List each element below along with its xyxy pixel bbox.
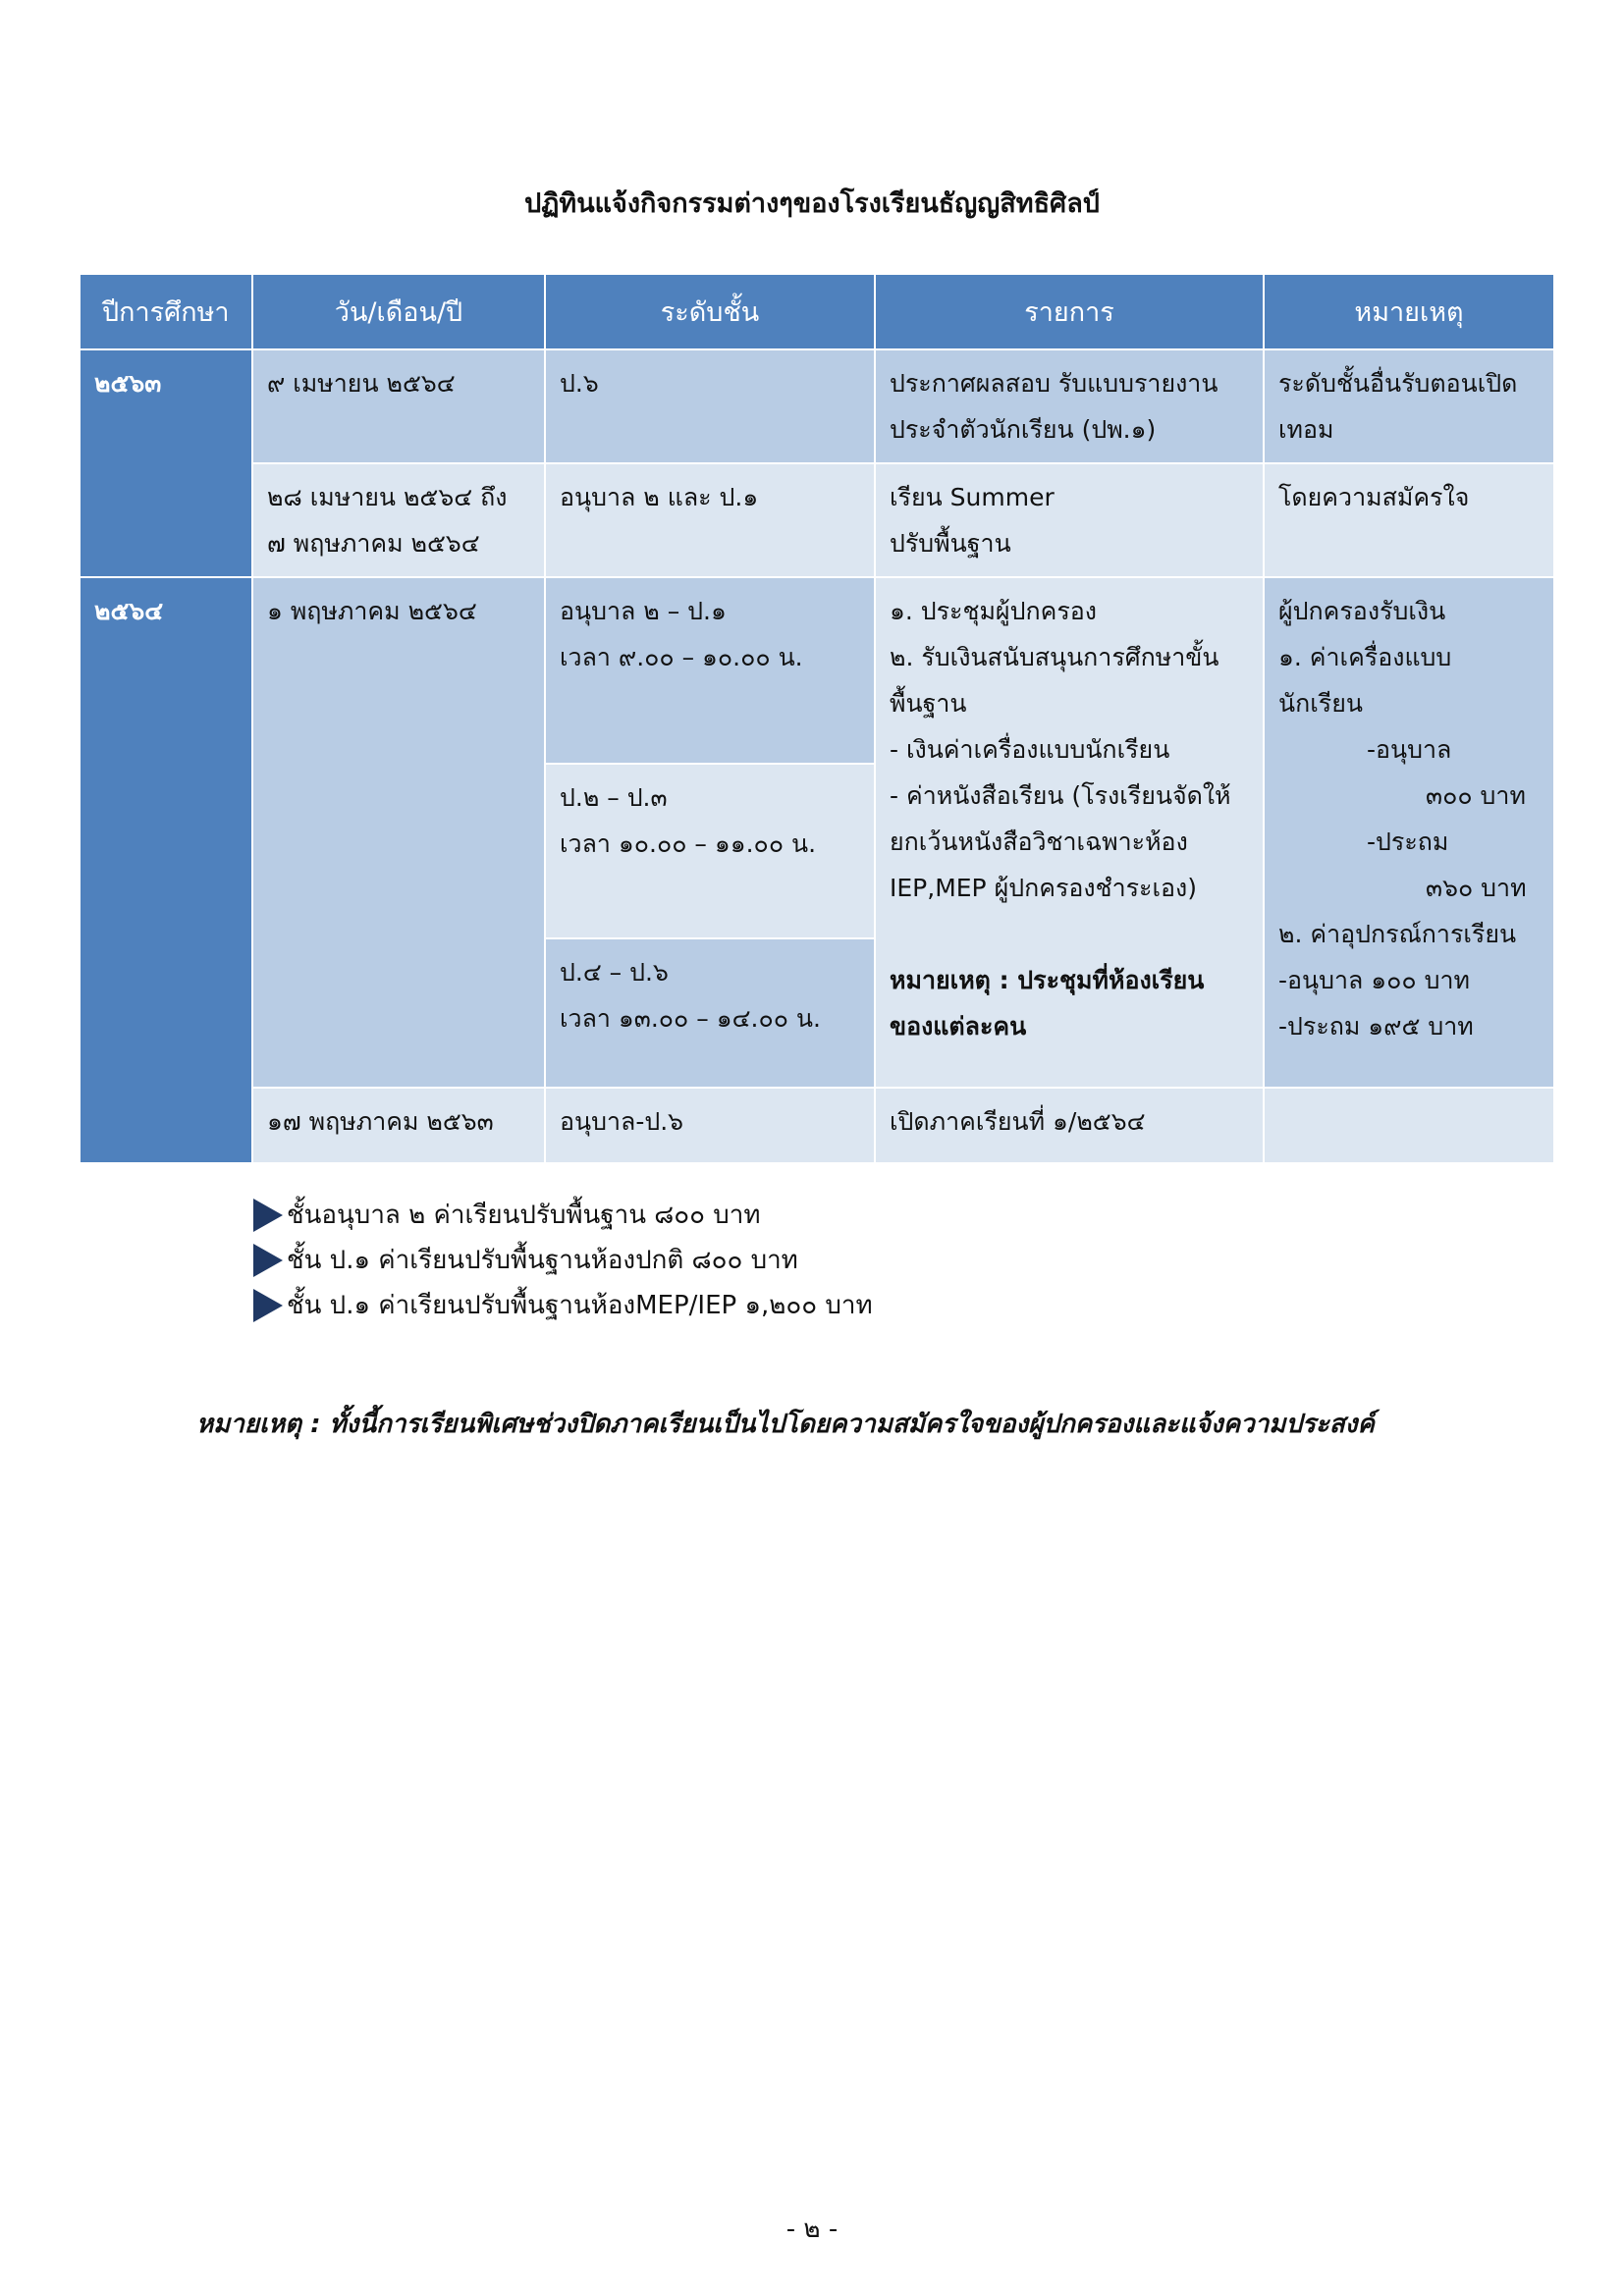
table-header-row (80, 274, 1554, 349)
level-cell: ป.๖ (545, 349, 875, 463)
item-line: IEP,MEP ผู้ปกครองชำระเอง) (890, 874, 1197, 902)
page-title: ปฏิทินแจ้งกิจกรรมต่างๆของโรงเรียนธัญญสิทธิศิลป์ (524, 188, 1100, 219)
table-row (80, 1088, 1554, 1163)
activity-calendar-table (79, 273, 1555, 1164)
note-line: ๒. ค่าอุปกรณ์การเรียน (1278, 920, 1517, 948)
header-date: วัน/เดือน/ปี (252, 274, 545, 349)
triangle-bullet-icon (253, 1244, 283, 1277)
level-cell: อนุบาล ๒ และ ป.๑ (545, 463, 875, 577)
year-cell-2564: ๒๕๖๔ (80, 577, 252, 1163)
level-cell: อนุบาล-ป.๖ (545, 1088, 875, 1163)
note-line: -ประถม (1367, 828, 1449, 856)
time-line: เวลา ๑๓.๐๐ – ๑๔.๐๐ น. (560, 1004, 821, 1033)
level-cell (545, 577, 875, 764)
time-line: เวลา ๙.๐๐ – ๑๐.๐๐ น. (560, 643, 803, 671)
level-line: อนุบาล ๒ – ป.๑ (560, 597, 727, 625)
time-line: เวลา ๑๐.๐๐ – ๑๑.๐๐ น. (560, 829, 817, 858)
table-row (80, 349, 1554, 463)
note-line: ๑. ค่าเครื่องแบบ (1278, 643, 1452, 671)
item-note-line: ของแต่ละคน (890, 1012, 1027, 1041)
date-cell: ๙ เมษายน ๒๕๖๔ (252, 349, 545, 463)
fee-note-item (253, 1238, 873, 1283)
note-line: นักเรียน (1278, 689, 1363, 718)
fee-notes (253, 1193, 873, 1328)
note-cell: โดยความสมัครใจ (1264, 463, 1554, 577)
note-cell (1264, 349, 1554, 463)
fee-note-text: ชั้นอนุบาล ๒ ค่าเรียนปรับพื้นฐาน ๘๐๐ บาท (287, 1201, 761, 1230)
note-line: -อนุบาล ๑๐๐ บาท (1278, 966, 1471, 994)
note-line: ๓๐๐ บาท (1426, 781, 1526, 810)
item-line: - ค่าหนังสือเรียน (โรงเรียนจัดให้ (890, 781, 1231, 810)
fee-note-item (253, 1193, 873, 1238)
note-cell (1264, 577, 1554, 1088)
header-item: รายการ (875, 274, 1264, 349)
item-line: ประจำตัวนักเรียน (ปพ.๑) (890, 415, 1157, 444)
table-row (80, 463, 1554, 577)
item-line: ประกาศผลสอบ รับแบบรายงาน (890, 369, 1218, 398)
item-line: พื้นฐาน (890, 689, 967, 718)
item-line: - เงินค่าเครื่องแบบนักเรียน (890, 735, 1170, 764)
date-cell (252, 463, 545, 577)
footer-remark: หมายเหตุ : ทั้งนี้การเรียนพิเศษช่วงปิดภาคเรียนเป็นไปโดยความสมัครใจของผู้ปกครองและแจ้งความประสงค์ (196, 1410, 1375, 1439)
item-cell: เปิดภาคเรียนที่ ๑/๒๕๖๔ (875, 1088, 1264, 1163)
note-line: ๓๖๐ บาท (1426, 874, 1527, 902)
item-spacer (890, 911, 1249, 957)
item-note-line: หมายเหตุ : ประชุมที่ห้องเรียน (890, 966, 1205, 994)
item-cell (875, 577, 1264, 1088)
note-cell (1264, 1088, 1554, 1163)
header-level: ระดับชั้น (545, 274, 875, 349)
note-line: -อนุบาล (1367, 735, 1452, 764)
note-line: -ประถม ๑๙๕ บาท (1278, 1012, 1474, 1041)
fee-note-item (253, 1283, 873, 1328)
date-cell: ๑ พฤษภาคม ๒๕๖๔ (252, 577, 545, 1088)
level-cell (545, 938, 875, 1088)
item-line: ๑. ประชุมผู้ปกครอง (890, 597, 1097, 625)
date-line: ๗ พฤษภาคม ๒๕๖๔ (267, 529, 480, 558)
triangle-bullet-icon (253, 1289, 283, 1322)
level-cell (545, 764, 875, 938)
item-line: ๒. รับเงินสนับสนุนการศึกษาขั้น (890, 643, 1219, 671)
level-line: ป.๔ – ป.๖ (560, 958, 669, 987)
page-number: - ๒ - (785, 2215, 839, 2244)
item-line: ปรับพื้นฐาน (890, 529, 1011, 558)
header-academic-year: ปีการศึกษา (80, 274, 252, 349)
header-note: หมายเหตุ (1264, 274, 1554, 349)
table-row (80, 577, 1554, 764)
note-line: ผู้ปกครองรับเงิน (1278, 597, 1446, 625)
level-line: ป.๒ – ป.๓ (560, 783, 668, 812)
date-cell: ๑๗ พฤษภาคม ๒๕๖๓ (252, 1088, 545, 1163)
item-line: ยกเว้นหนังสือวิชาเฉพาะห้อง (890, 828, 1188, 856)
triangle-bullet-icon (253, 1199, 283, 1232)
note-line: ระดับชั้นอื่นรับตอนเปิด (1278, 369, 1518, 398)
date-line: ๒๘ เมษายน ๒๕๖๔ ถึง (267, 483, 508, 511)
item-cell (875, 463, 1264, 577)
fee-note-text: ชั้น ป.๑ ค่าเรียนปรับพื้นฐานห้องปกติ ๘๐๐ บาท (287, 1246, 798, 1275)
year-cell-2563: ๒๕๖๓ (80, 349, 252, 577)
item-line: เรียน Summer (890, 483, 1055, 511)
note-line: เทอม (1278, 415, 1334, 444)
item-cell (875, 349, 1264, 463)
fee-note-text: ชั้น ป.๑ ค่าเรียนปรับพื้นฐานห้องMEP/IEP ๑,๒๐๐ บาท (287, 1291, 873, 1320)
